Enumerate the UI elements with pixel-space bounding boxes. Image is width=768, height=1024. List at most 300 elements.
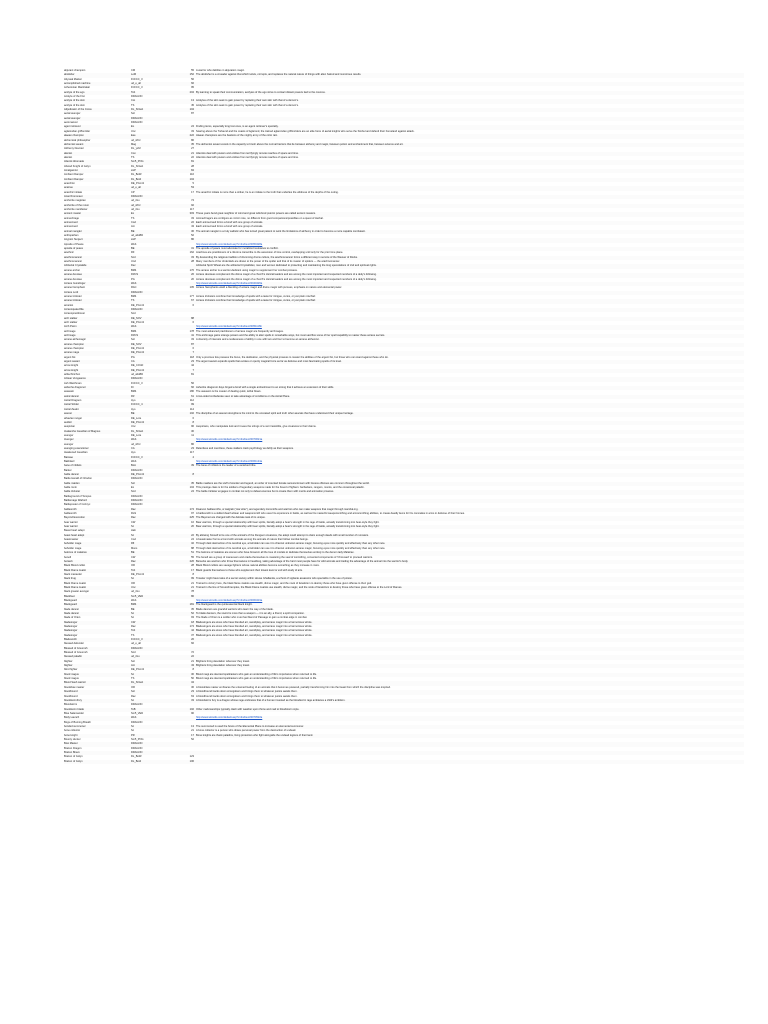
source-book-cell: sixP bbox=[131, 168, 136, 172]
page-number-cell: 90 bbox=[191, 711, 194, 715]
prestige-class-name-cell: Bladesmith bbox=[64, 638, 77, 642]
prestige-class-name-cell: avenger bbox=[64, 442, 74, 446]
source-book-cell: Sc bbox=[131, 525, 135, 529]
source-book-cell: Web bbox=[131, 716, 137, 720]
source-book-cell: CW bbox=[131, 520, 136, 524]
source-book-cell: DE_COnD bbox=[131, 364, 144, 368]
description-cell: Soaring above the Turlaund and the coasts of Aglarond, the trained aglarondan griffonriders are an elite force of aerial knights who serve the Simbul and defend their homeland against attack. bbox=[196, 129, 415, 133]
source-book-cell: Sc bbox=[131, 616, 135, 620]
page-number-cell: 22 bbox=[191, 533, 194, 537]
source-book-cell: BE bbox=[131, 247, 135, 251]
prestige-class-name-cell: battlesmith bbox=[64, 507, 77, 511]
prestige-class-name-cell: battle trickster bbox=[64, 490, 81, 494]
prestige-class-name-cell: acolyte of the skin bbox=[64, 99, 85, 103]
source-book-cell: FCI/CC_3 bbox=[131, 77, 143, 81]
page-number-cell: 117 bbox=[189, 451, 194, 455]
page-number-cell: 50 bbox=[191, 677, 194, 681]
source-book-cell: DL_Bot4 bbox=[131, 759, 142, 763]
source-book-cell: Sc bbox=[131, 672, 135, 676]
prestige-class-name-cell: artilechtrichon bbox=[64, 373, 81, 377]
prestige-class-name-cell: arachnomancer bbox=[64, 260, 83, 264]
prestige-class-name-cell: alchemical philosopher bbox=[64, 138, 91, 142]
page-number-cell: 53 bbox=[191, 186, 194, 190]
prestige-class-name-cell: Ambient Damper bbox=[64, 177, 84, 181]
description-cell: A bloodhound tracks down wrongdoers and brings them to whatever justice awaits them. bbox=[196, 690, 298, 694]
source-book-cell: BM4 bbox=[131, 603, 137, 607]
prestige-class-name-cell: anthopathan bbox=[64, 234, 79, 238]
page-number-cell: 55 bbox=[191, 555, 194, 559]
page-number-cell: 17 bbox=[191, 568, 194, 572]
source-book-cell: Web bbox=[131, 281, 137, 285]
page-number-cell: 106 bbox=[189, 759, 194, 763]
source-book-cell: Rac bbox=[131, 694, 136, 698]
page-number-cell: 33 bbox=[191, 216, 194, 220]
page-number-cell: 20 bbox=[191, 525, 194, 529]
description-cell: The animal mangler is a truly sadistic who has turned great patient to work the limitations of alchemy in order to become a more capable combatant. bbox=[196, 229, 366, 233]
prestige-class-name-cell: Arcanopractitioner bbox=[64, 312, 86, 316]
source-book-cell: OR bbox=[131, 581, 135, 585]
source-book-cell: Sol bbox=[131, 690, 135, 694]
page-number-cell: 86 bbox=[191, 594, 194, 598]
description-cell: Bone knights are thank paladins, living protectors who fight alongside the undead legions of their land. bbox=[196, 733, 314, 737]
source-book-cell: DE_PCon3 bbox=[131, 668, 144, 672]
source-book-cell: CA bbox=[131, 446, 135, 450]
source-book-cell: DRAGON bbox=[131, 499, 143, 503]
source-book-cell: Cod bbox=[131, 221, 136, 225]
page-number-cell: 74 bbox=[191, 199, 194, 203]
source-book-cell: Sc bbox=[131, 533, 135, 537]
prestige-class-name-cell: bone knight bbox=[64, 733, 78, 737]
description-cell: Finding items, especially long lost ones, is an agent retriever's specialty. bbox=[196, 125, 279, 129]
page-number-cell: 152 bbox=[189, 73, 194, 77]
prestige-class-name-cell: Alienist Abomade bbox=[64, 160, 85, 164]
prestige-class-name-cell: belonne of malatrax bbox=[64, 551, 87, 555]
page-number-cell: 66 bbox=[191, 82, 194, 86]
page-number-cell: 4 bbox=[192, 455, 194, 459]
page-number-cell: 102 bbox=[189, 707, 194, 711]
prestige-class-name-cell: agent retriever bbox=[64, 125, 81, 129]
page-number-cell: 33 bbox=[191, 698, 194, 702]
source-book-cell: Web bbox=[131, 325, 137, 329]
page-number-cell: 225 bbox=[189, 516, 194, 520]
source-book-cell: Con bbox=[131, 151, 136, 155]
source-book-cell: DRAGON bbox=[131, 720, 143, 724]
description-cell: The argent savant expands spells that evokes or openly magical force as far as defense and most fascinating spells of its level. bbox=[196, 360, 342, 364]
source-book-cell: Sc bbox=[131, 729, 135, 733]
page-number-cell: 86 bbox=[191, 238, 194, 242]
source-book-cell: Und bbox=[131, 260, 136, 264]
prestige-class-name-cell: anchorite magician bbox=[64, 199, 86, 203]
page-number-cell: 174 bbox=[189, 625, 194, 628]
prestige-class-name-cell: arcane devotee bbox=[64, 273, 82, 277]
source-book-cell: Snd bbox=[131, 490, 136, 494]
prestige-class-name-cell: archmage bbox=[64, 333, 76, 337]
prestige-class-name-cell: Beyond Execution bbox=[64, 516, 85, 520]
source-book-cell: Snd bbox=[131, 651, 136, 655]
description-cell: The battle trickster engages in combat not only to defeat enemies but to create them with merits and animation prowess. bbox=[196, 490, 334, 494]
source-book-cell: DE_PCon3 bbox=[131, 420, 144, 424]
prestige-class-name-cell: Bow Master bbox=[64, 742, 78, 746]
web-link-cell[interactable]: http://www.wizards.com/default.asp?x=dnd/ex/20061124a bbox=[196, 459, 263, 463]
prestige-class-name-cell: animal mangler bbox=[64, 229, 82, 233]
source-book-cell: TS bbox=[131, 677, 135, 681]
description-cell: Arcane tricksters combine their knowledge of spells with a taste for intrigue, curios, or just plain mischief. bbox=[196, 294, 316, 298]
source-book-cell: DL_Bot4 bbox=[131, 177, 142, 181]
description-cell: Arcane hierophants wield a blending of arcane magic and divine magic with pursues, emphasis on nature and elemental power. bbox=[196, 286, 343, 290]
prestige-class-name-cell: Arcanoquaterfilia bbox=[64, 307, 84, 311]
page-number-cell: 87 bbox=[191, 112, 194, 116]
page-number-cell: 23 bbox=[191, 360, 194, 364]
prestige-class-name-cell: abolisher bbox=[64, 73, 75, 77]
page-number-cell: 6 bbox=[192, 416, 194, 420]
source-book-cell: DRAGON bbox=[131, 95, 143, 99]
source-book-cell: DE_PCon3 bbox=[131, 368, 144, 372]
source-book-cell: DRAGON bbox=[131, 646, 143, 650]
source-book-cell: TS bbox=[131, 216, 135, 220]
source-book-cell: Ayo bbox=[131, 451, 136, 455]
description-cell: A bone collector is a person who draws personal power from the destruction of undead. bbox=[196, 729, 297, 733]
description-cell: These years bend great neighbor of mind and great wild-bred psionic powers are called ancient masters. bbox=[196, 212, 316, 216]
page-number-cell: 34 bbox=[191, 681, 194, 685]
page-number-cell: 30 bbox=[191, 672, 194, 676]
description-cell: By descending the religious tradition of drumming drums culture, the arachnomancer forms a different way in service of the Weaver of Rocks. bbox=[196, 255, 358, 259]
source-book-cell: Sol bbox=[131, 659, 135, 663]
web-link-cell[interactable]: http://www.wizards.com/default.asp?x=dnd/ex/20040426a bbox=[196, 281, 263, 285]
description-cell: Bear warriors, through a special relationship with bear spirits, literally adopt a bear's strength in the rage of battle, actually transforming into bear-style they fight. bbox=[196, 520, 380, 524]
description-cell: To blade dancers, the sword is more than a weapon — it is an ally, a friend, a spirit companion. bbox=[196, 611, 305, 615]
description-cell: Blood magi are devoted spellcasters who gain an understanding of life's importance when returned to life. bbox=[196, 677, 317, 681]
page-number-cell: 104 bbox=[189, 486, 194, 489]
source-book-cell: DL_SOwA bbox=[131, 164, 144, 168]
description-cell: Trained in the line of Smurelli temples, the Black Flame zealots use stealth, divine magic, and the nook of fanaticism to destroy those who have given offense to the Lord of Flames. bbox=[196, 585, 403, 589]
description-cell: The arcane archer is a warrior-dedicant using magic to supplement her combat prowess. bbox=[196, 268, 298, 272]
page-number-cell: 92 bbox=[191, 203, 194, 207]
prestige-class-name-cell: blade of Orien bbox=[64, 616, 81, 620]
source-book-cell: Sol bbox=[131, 338, 135, 342]
description-cell: Only a precious few possess the focus, the dedication, and the physical prowess to master the abilities of the argent fist, but those who can stand against these who do. bbox=[196, 355, 389, 359]
description-cell: A battlesmith is a skilled dwarf artisan and weaponsmith who uses his experience in battle, as well as his masterful weaponsmithing and armorsmithing abilities, to create deadly items for his comrades in arms in defense of their homes. bbox=[196, 512, 465, 516]
page-number-cell: 116 bbox=[189, 173, 194, 177]
prestige-class-name-cell: Astral Zealot bbox=[64, 407, 79, 411]
page-number-cell: 162 bbox=[189, 251, 194, 255]
source-book-cell: PR bbox=[131, 733, 135, 737]
description-cell: Berserks are warriors who throw themselves in headlong, taking advantage of the hard most people have for wild animals and trading the advantage of the animal into the warrior's body. bbox=[196, 559, 409, 563]
source-book-cell: DRAGON bbox=[131, 121, 143, 125]
page-number-cell: 180 bbox=[189, 390, 194, 394]
prestige-class-name-cell: Black Flame zealot bbox=[64, 581, 86, 585]
description-cell: Arcane devotees complement the divine magic of a church's clerical leaders and are among the most important and respected members of a deity's following. bbox=[196, 273, 377, 277]
source-book-cell: FCI/CC_3 bbox=[131, 455, 143, 459]
source-book-cell: Sc bbox=[131, 577, 135, 581]
source-book-cell: DE_PCon3 bbox=[131, 303, 144, 307]
source-book-cell: Sol bbox=[131, 112, 135, 116]
prestige-class-name-cell: Black Flame zealot bbox=[64, 585, 86, 589]
prestige-class-name-cell: avenger bbox=[64, 433, 74, 437]
source-book-cell: PG bbox=[131, 355, 135, 359]
page-number-cell: 44 bbox=[191, 629, 194, 633]
prestige-class-name-cell: Ash Watchman bbox=[64, 381, 82, 385]
source-book-cell: DRAGON bbox=[131, 468, 143, 472]
web-link-cell[interactable]: http://www.wizards.com/default.asp?x=dnd/ex/20051116b bbox=[196, 325, 262, 329]
prestige-class-name-cell: arrow knight bbox=[64, 364, 79, 368]
page-number-cell: 96 bbox=[191, 425, 194, 429]
page-number-cell: 8 bbox=[192, 420, 194, 424]
source-book-cell: DRAGON bbox=[131, 503, 143, 507]
description-cell: Traveler might have tales of a secret society within House Ghallanda, a school of vigilante assassins who specialize in the use of poison. bbox=[196, 577, 353, 581]
description-cell: Alienists deal with powers and entities from terrifyingly remote reaches of space and time. bbox=[196, 155, 299, 159]
page-number-cell: 21 bbox=[191, 581, 194, 585]
page-number-cell: 28 bbox=[191, 164, 194, 168]
prestige-class-name-cell: Arbiterial Crystalide bbox=[64, 264, 87, 268]
page-number-cell: 86 bbox=[191, 442, 194, 446]
prestige-class-name-cell: bloodstorm/fury bbox=[64, 698, 82, 702]
description-cell: Each animecrued forms a bond with one group of animals. bbox=[196, 221, 264, 225]
source-book-cell: OR bbox=[131, 564, 135, 568]
prestige-class-name-cell: battlesmith bbox=[64, 512, 77, 516]
prestige-class-name-cell: berserk bbox=[64, 559, 73, 563]
page-number-cell: 72 bbox=[191, 651, 194, 655]
page-number-cell: 102 bbox=[189, 412, 194, 416]
page-number-cell: 63 bbox=[191, 694, 194, 698]
source-book-cell: Mons bbox=[131, 546, 138, 550]
page-number-cell: 114 bbox=[189, 407, 194, 411]
prestige-class-name-cell: arcane archer bbox=[64, 268, 81, 272]
prestige-class-name-cell: bear warrior bbox=[64, 520, 78, 524]
source-book-cell: Cot bbox=[131, 99, 136, 103]
description-cell: The anarchic initiate is more than a striker, he is an initiate to the truth that underlies the wildness of the depths of the outing. bbox=[196, 190, 339, 194]
source-book-cell: ud_rHu bbox=[131, 199, 140, 203]
prestige-class-name-cell: anarchic initiate bbox=[64, 190, 83, 194]
source-book-cell: DRAGON bbox=[131, 746, 143, 750]
page-number-cell: 31 bbox=[191, 247, 194, 251]
page-number-cell: 56 bbox=[191, 381, 194, 385]
description-cell: Blighters bring desolation wherever they travel. bbox=[196, 659, 250, 663]
source-book-cell: ud_absBD bbox=[131, 373, 144, 377]
description-cell: The bane of infidels is the leader of a vanished tribe. bbox=[196, 464, 257, 468]
page-number-cell: 117 bbox=[189, 208, 194, 211]
page-number-cell: 6 bbox=[192, 347, 194, 350]
source-book-cell: CA bbox=[131, 360, 135, 364]
description-cell: The summoned is used the future of the Elemental Plane to increase an elemental summoner. bbox=[196, 724, 304, 728]
source-book-cell: DRAGON bbox=[131, 742, 143, 746]
page-number-cell: 36 bbox=[191, 229, 194, 233]
web-link-cell[interactable]: http://www.wizards.com/default.asp?x=dnd/ex/20070522a bbox=[196, 716, 263, 720]
prestige-class-name-cell: Blackguard bbox=[64, 603, 77, 607]
page-number-cell: 24 bbox=[191, 490, 194, 494]
prestige-class-name-cell: anchorite of the moon bbox=[64, 203, 90, 207]
page-number-cell: 28 bbox=[191, 564, 194, 568]
source-book-cell: DL_SOwA bbox=[131, 108, 144, 112]
page-number-cell: 104 bbox=[189, 177, 194, 181]
source-book-cell: Web bbox=[131, 459, 137, 463]
page-number-cell: 45 bbox=[191, 103, 194, 107]
prestige-class-name-cell: beast heart adept bbox=[64, 533, 85, 537]
page-number-cell: 56 bbox=[191, 77, 194, 81]
source-book-cell: RoS bbox=[131, 512, 137, 516]
page-number-cell: 18 bbox=[191, 620, 194, 624]
prestige-class-name-cell: anchorite manifester bbox=[64, 208, 88, 211]
source-book-cell: TS bbox=[131, 155, 135, 159]
description-cell: The most advanced practitioners of arcane magic are frequently archmages. bbox=[196, 329, 284, 333]
prestige-class-name-cell: Arch Psion bbox=[64, 325, 77, 329]
source-book-cell: ud_rHu bbox=[131, 208, 140, 211]
prestige-class-name-cell: Black Flame zealot bbox=[64, 568, 86, 572]
page-number-cell: 81 bbox=[191, 160, 194, 164]
page-number-cell: 28 bbox=[191, 260, 194, 264]
page-number-cell: 24 bbox=[191, 538, 194, 542]
description-cell: Trained to victory here, the black flame zealots use stealth, divine magic, and the nook of fanaticism to destroy those who have given offense to their god. bbox=[196, 581, 372, 585]
page-number-cell: 174 bbox=[189, 507, 194, 511]
description-cell: Other markmanships typically clash with weather upon throw and mail to bloodstorm style. bbox=[196, 707, 300, 711]
page-number-cell: 39 bbox=[191, 464, 194, 468]
page-number-cell: 226 bbox=[189, 559, 194, 563]
page-number-cell: 41 bbox=[191, 333, 194, 337]
page-number-cell: 21 bbox=[191, 585, 194, 589]
source-book-cell: Unc bbox=[131, 425, 136, 429]
prestige-class-name-cell: alchemist savant bbox=[64, 142, 84, 146]
page-number-cell: 7 bbox=[192, 368, 194, 372]
prestige-class-name-cell: Acolyte of the Fist bbox=[64, 95, 85, 99]
page-number-cell: 8 bbox=[192, 572, 194, 576]
source-book-cell: Sm5_POG bbox=[131, 737, 144, 741]
source-book-cell: ud_e_all bbox=[131, 186, 141, 190]
prestige-class-name-cell: bane of infidels bbox=[64, 464, 82, 468]
page-number-cell: 52 bbox=[191, 611, 194, 615]
source-book-cell: Sc bbox=[131, 611, 135, 615]
source-book-cell: RF bbox=[131, 251, 135, 255]
description-cell: The alchemist savant excels in the capacity to brush above the normal barriers that lie between alchemy and magic, between potion and enchantment that, between science and art. bbox=[196, 142, 404, 146]
source-book-cell: Ani bbox=[131, 225, 135, 229]
page-number-cell: 81 bbox=[191, 373, 194, 377]
prestige-class-name-cell: black marauder bbox=[64, 572, 82, 576]
prestige-class-name-cell: Allured Knight of Golyn bbox=[64, 164, 91, 168]
prestige-class-name-cell: bladesinger bbox=[64, 625, 78, 628]
prestige-class-name-cell: Arcane Lord bbox=[64, 290, 79, 294]
description-cell: By allowing himself to be one of the animal's of the Dungeon creatures, the adept could attempt to claim enough deeds with small number of monsters. bbox=[196, 533, 369, 537]
page-number-cell: 27 bbox=[191, 147, 194, 151]
page-number-cell: 8 bbox=[192, 668, 194, 672]
source-book-cell: BoA bbox=[131, 464, 136, 468]
page-number-cell: 17 bbox=[191, 733, 194, 737]
source-book-cell: CW bbox=[131, 620, 136, 624]
prestige-class-name-cell: blade dancer bbox=[64, 611, 79, 615]
prestige-class-name-cell: blessed defender bbox=[64, 642, 84, 646]
prestige-class-name-cell: assassin bbox=[64, 390, 75, 394]
page-number-cell: 78 bbox=[191, 590, 194, 594]
prestige-class-name-cell: Brazen Dragon bbox=[64, 746, 82, 750]
source-book-cell: EL bbox=[131, 125, 135, 129]
description-cell: Each animecrued forms a bond with one group of animals. bbox=[196, 225, 264, 229]
source-book-cell: DL_SOwA bbox=[131, 429, 144, 433]
source-book-cell: Web bbox=[131, 438, 137, 442]
page-number-cell: 21 bbox=[191, 151, 194, 155]
page-number-cell: 303 bbox=[189, 212, 194, 216]
source-book-cell: Tob bbox=[131, 568, 136, 572]
description-cell: Bladesingers are elves who have blended art, swordplay, and arcane magic into a harmonious whole. bbox=[196, 633, 313, 637]
page-number-cell: 37 bbox=[191, 633, 194, 637]
prestige-class-name-cell: aglarondan griffonrider bbox=[64, 129, 91, 133]
source-book-cell: FCI/CC_3 bbox=[131, 638, 143, 642]
source-book-cell: FCI/CC_3 bbox=[131, 86, 143, 90]
prestige-class-name-cell: acolyte of the ego bbox=[64, 90, 85, 94]
description-cell: Bladesingers are elves who have blended art, swordplay, and arcane magic into a harmonious whole. bbox=[196, 620, 313, 624]
page-number-cell: 55 bbox=[191, 69, 194, 72]
source-book-cell: BE bbox=[131, 229, 135, 233]
web-link-cell[interactable]: http://www.wizards.com/default.asp?x=dnd/ex/20050428a bbox=[196, 242, 263, 246]
description-cell: The benefi are a group of maneuvers and oracle-themselves to mastering the seal of controlling, converted components of 'Chorused' to proceed warriors. bbox=[196, 555, 373, 559]
page-number-cell: 99 bbox=[191, 403, 194, 407]
page-number-cell: 26 bbox=[191, 638, 194, 642]
source-book-cell: FRCS bbox=[131, 273, 139, 277]
source-book-cell: Hab bbox=[131, 529, 136, 533]
description-cell: This prestige class is for the soldiers of legendary weapons made for the breed of fighters: barbarians, rangers, monks, and the occasional paladin. bbox=[196, 486, 365, 489]
prestige-class-name-cell: abjurant champion bbox=[64, 69, 86, 72]
source-book-cell: Rac bbox=[131, 559, 136, 563]
page-number-cell: 26 bbox=[191, 273, 194, 277]
page-number-cell: 13 bbox=[191, 99, 194, 103]
source-book-cell: DRAGON bbox=[131, 477, 143, 481]
prestige-class-name-cell: Adjudicator of the Cross bbox=[64, 108, 92, 112]
source-book-cell: BE bbox=[131, 607, 135, 611]
prestige-class-name-cell: Body Launch bbox=[64, 716, 80, 720]
page-number-cell: 23 bbox=[191, 690, 194, 694]
page-number-cell: 176 bbox=[189, 268, 194, 272]
page-number-cell: 97 bbox=[191, 512, 194, 516]
description-cell: Blade dancers are graceful warriors who learn the way of the blade. bbox=[196, 607, 274, 611]
prestige-class-name-cell: bone collector bbox=[64, 729, 81, 733]
prestige-class-name-cell: Anypsin Sunject bbox=[64, 238, 83, 242]
prestige-class-name-cell: arcane champion bbox=[64, 342, 84, 346]
prestige-class-name-cell: Battle Herald of Oriodon bbox=[64, 477, 92, 481]
source-book-cell: Web bbox=[131, 598, 137, 602]
source-book-cell: DRAGON bbox=[131, 290, 143, 294]
prestige-class-name-cell: animecrued bbox=[64, 225, 78, 229]
prestige-class-name-cell: Abyssal Marker bbox=[64, 77, 82, 81]
page-number-cell: 44 bbox=[191, 364, 194, 368]
description-cell: This archmage gains strange powers and the ability to alter spells in remarkable ways, but must sacrifice some of her spell capability to master these arcane secrets. bbox=[196, 333, 385, 337]
prestige-class-name-cell: beholder mage bbox=[64, 542, 82, 546]
prestige-class-name-cell: arachnomancer bbox=[64, 255, 83, 259]
description-cell: By learning to speak their communication, acolytes of the ego strive to contact distant powers tied to the cosmos. bbox=[196, 90, 326, 94]
prestige-class-name-cell: Blood Sash warrior bbox=[64, 681, 86, 685]
web-link-cell[interactable]: http://www.wizards.com/default.asp?x=dnd/ex/20060419a bbox=[196, 598, 263, 602]
page-number-cell: 61 bbox=[191, 394, 194, 398]
description-cell: Arcane tricksters combine their knowledge of spells with a taste for intrigue, curios, or just plain mischief. bbox=[196, 299, 316, 303]
prestige-class-name-cell: Astral Strider bbox=[64, 403, 79, 407]
source-book-cell: Tob bbox=[131, 629, 136, 633]
source-book-cell: BM4 bbox=[131, 329, 137, 333]
prestige-class-name-cell: battle maiden bbox=[64, 481, 80, 485]
source-book-cell: Dr bbox=[131, 386, 134, 390]
description-cell: Battle maidens are the stuff of wonder and legend, an order of mounted female samurai known with lioness offenses are common throughout the world. bbox=[196, 481, 370, 485]
prestige-class-name-cell: Blessed of Gruumsh bbox=[64, 651, 88, 655]
prestige-class-name-cell: argent fist bbox=[64, 355, 76, 359]
source-book-cell: ud_absBD bbox=[131, 234, 144, 238]
page-number-cell: 181 bbox=[189, 603, 194, 607]
page-number-cell: 32 bbox=[191, 542, 194, 546]
web-link-cell[interactable]: http://www.wizards.com/default.asp?x=dnd/ex/20070621a bbox=[196, 438, 263, 442]
prestige-class-name-cell: acolyte of the skin bbox=[64, 103, 85, 107]
description-cell: Auspicians, who manipulate luck and it sees the strings of a net irresistible, give creatures to their claims. bbox=[196, 425, 317, 429]
prestige-class-name-cell: arrow knight bbox=[64, 368, 79, 372]
page-number-cell: 35 bbox=[191, 481, 194, 485]
description-cell: Arachnes are practitioners of a ritk-time transcribe to the ascension of time control, overlapping until only for the prior time plane. bbox=[196, 251, 344, 255]
page-number-cell: 21 bbox=[191, 729, 194, 733]
description-cell: Arcane devotees complement the divine magic of a church's clerical leaders and are among the most important and respected members of a deity's following. bbox=[196, 277, 377, 281]
prestige-class-name-cell: blighter bbox=[64, 659, 73, 663]
source-book-cell: Snd bbox=[131, 312, 136, 316]
prestige-class-name-cell: Astral Dragoon bbox=[64, 399, 82, 403]
